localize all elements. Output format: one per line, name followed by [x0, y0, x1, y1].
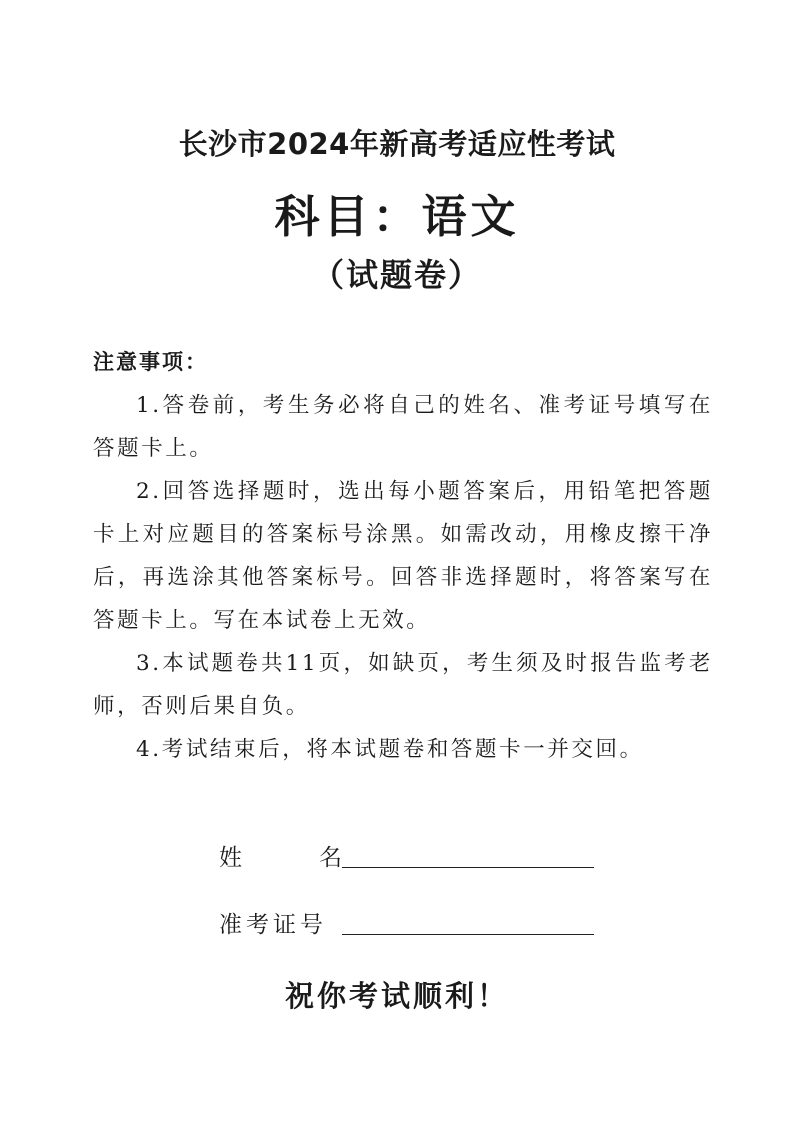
name-label [219, 839, 342, 872]
notice-heading: 注意事项： [93, 350, 208, 374]
exam-id-blank-line[interactable] [342, 906, 594, 935]
name-label-char-2: 名 [319, 845, 342, 871]
exam-id-field-row [219, 903, 594, 939]
name-label-char-1: 姓 [219, 845, 242, 871]
subject-title: 科目：语文 [274, 190, 520, 243]
name-field-row [219, 836, 594, 872]
paper-type-label: （试题卷） [311, 256, 482, 294]
notice-item-4: 4.考试结束后，将本试题卷和答题卡一并交回。 [136, 737, 644, 762]
blessing-text: 祝你考试顺利！ [284, 979, 509, 1013]
notice-item-3: 3.本试题卷共11页，如缺页，考生须及时报告监考老师，否则后果自负。 [93, 651, 713, 719]
notice-item-2: 2.回答选择题时，选出每小题答案后，用铅笔把答题卡上对应题目的答案标号涂黑。如需改动，用橡皮擦干净后，再选涂其他答案标号。回答非选择题时，将答案写在答题卡上。写在本试卷上无效。 [93, 479, 713, 633]
exam-title: 长沙市2024年新高考适应性考试 [178, 127, 616, 161]
exam-id-label: 准考证号 [219, 912, 327, 938]
notice-item-1: 1.答卷前，考生务必将自己的姓名、准考证号填写在答题卡上。 [93, 393, 713, 461]
notice-list [93, 384, 713, 771]
name-blank-line[interactable] [342, 839, 594, 868]
